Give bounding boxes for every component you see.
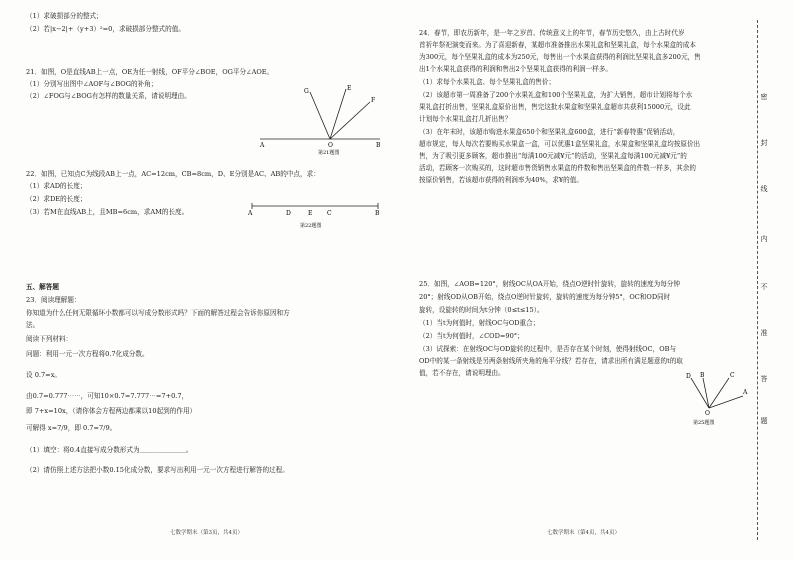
q22-part1: （1）求AD的长度； <box>26 182 87 190</box>
label-d: D <box>686 373 691 380</box>
q23-material: 阅读下列材料： <box>26 335 73 343</box>
q24-part2-1: （2）该超市第一周准备了200个水果礼盒和100个坚果礼盒，为扩大销售，超市计划将每个水 <box>419 91 693 99</box>
q23-let: 设 0.7̇=x。 <box>26 371 62 379</box>
label-o: O <box>705 410 710 417</box>
seal-char: 封 <box>760 139 768 147</box>
label-e: E <box>308 210 313 217</box>
q22-part3: （3）若M在直线AB上，且MB=6cm，求AM的长度。 <box>26 208 189 216</box>
q23-intro-cont: 法。 <box>26 321 40 329</box>
q25-caption: 第25题图 <box>693 420 715 426</box>
q21-part2: （2）∠FOG与∠BOG有怎样的数量关系，请说明理由。 <box>26 92 191 100</box>
q25-stem-3: 旋转，设旋转的时间为t分钟（0≤t≤15）。 <box>419 306 544 314</box>
q22-figure <box>248 196 383 230</box>
label-c: C <box>730 372 735 379</box>
q23-intro: 你知道为什么任何无限循环小数都可以写成分数形式吗？下面的解答过程会告诉你原因和方 <box>26 309 290 317</box>
q23-step3: 可解得 x=7/9，即 0.7̇=7/9。 <box>26 424 117 432</box>
seal-char: 不 <box>760 283 768 291</box>
seal-char: 线 <box>760 185 768 193</box>
q22-stem: 22．如图，已知点C为线段AB上一点，AC=12cm，CB=8cm，D、E分别是AC、AB的中点，求： <box>26 170 320 178</box>
q23-problem: 问题：利用一元一次方程将0.7̇化成分数。 <box>26 350 149 358</box>
seal-char: 内 <box>760 235 768 243</box>
q25-part1: （1）当t为何值时，射线OC与OD重合； <box>419 319 540 327</box>
q24-part3-5: 按原价销售，若该超市获得的利润率为40%，求¥的值。 <box>419 176 583 184</box>
q24-stem-3: 为300元，每个坚果礼盒的成本为250元，每售出一个水果盒获得的利润比坚果礼盒多200元，售 <box>419 53 701 61</box>
label-b: B <box>700 372 705 379</box>
ray-og <box>310 92 330 139</box>
q24-stem-2: 首祈年祭祀演变而来。为了喜迎新春，某超市准备推出水果礼盒和坚果礼盒，每个水果盒的成本 <box>419 41 696 49</box>
label-d: D <box>286 210 291 217</box>
q25-part3-2: OD中的某一条射线是另两条射线所夹角的角平分线？若存在，请求出所有满足题意的t的取 <box>419 357 683 365</box>
label-e: E <box>347 85 352 92</box>
right-footer: 七数学期末（第4页，共4页） <box>547 530 620 536</box>
q25-figure <box>679 370 749 426</box>
q23-part2: （2）请仿照上述方法把小数0.1̇5̇化成分数，要求写出利用一元一次方程进行解答的过程。 <box>26 466 289 474</box>
label-b: B <box>375 210 380 217</box>
q24-part2-2: 果礼盒打折出售，坚果礼盒原价出售，售完这批水果盒和坚果礼盒超市共获利15000元，设此 <box>419 103 691 111</box>
q25-part2: （2）当t为何值时，∠COD=90°； <box>419 332 524 340</box>
label-b: B <box>376 142 381 149</box>
binding-strip <box>752 20 792 540</box>
q25-part3-1: （3）试探索：在射线OC与OD旋转的过程中，是否存在某个时刻，使得射线OC，OB与 <box>419 345 677 353</box>
q21-caption: 第21题图 <box>318 150 340 156</box>
q24-stem-1: 24．春节，即农历新年，是一年之岁首、传统意义上的年节，春节历史悠久，由上古时代岁 <box>419 29 685 37</box>
q23-step2: 即 7+x=10x，（请你体会方程两边都乘以10起到的作用） <box>26 407 197 415</box>
seal-char: 密 <box>760 93 768 101</box>
label-a: A <box>743 389 748 396</box>
q23-stem: 23．阅读理解题： <box>26 296 81 304</box>
q25-stem-2: 20°；射线OD从OB开始，绕点O逆时针旋转，旋转的速度为每分钟5°，OC和OD同时 <box>419 293 671 301</box>
q24-stem-4: 出1个水果礼盒获得的利润和售出2个坚果礼盒获得的利润一样多。 <box>419 65 613 73</box>
q21-figure <box>250 84 390 156</box>
q25-stem-1: 25．如图，∠AOB=120°，射线OC从OA开始，绕点O逆时针旋转，旋转的速度为每分钟 <box>419 280 680 288</box>
q23-step1: 由0.7̇=0.777⋯⋯，可知10×0.7̇=7.777⋯=7+0.7̇， <box>26 392 189 400</box>
label-a: A <box>248 210 253 217</box>
q25-part3-3: 值，若不存在，请说明理由。 <box>419 369 505 377</box>
q21-part1: （1）分别写出图中∠AOF与∠BOG的补角； <box>26 80 158 88</box>
q24-part3-4: 活动，若顾客一次购买的，这时超市售货销售水果盒的件数和售出坚果盒的件数一样多，其余的 <box>419 164 696 172</box>
left-footer: 七数学期末（第3页，共4页） <box>170 530 243 536</box>
q22-caption: 第22题图 <box>300 223 322 229</box>
label-o: O <box>328 142 333 149</box>
q20-part1: （1）求破损部分的整式； <box>26 12 103 20</box>
label-f: F <box>371 97 376 104</box>
q24-part3-2: 超市规定，每人每次若要购买水果盒一盒，可以优惠1盒坚果礼盒，水果盒和坚果礼盒均按原价出 <box>419 140 701 148</box>
q23-part1: （1）填空：将0.4̇直接写成分数形式为＿＿＿＿＿＿＿。 <box>26 446 193 454</box>
q21-stem: 21．如图，O是直线AB上一点，OE为任一射线，OF平分∠BOE，OG平分∠AOE。 <box>26 68 274 76</box>
right-page <box>397 0 794 561</box>
q24-part2-3: 计划每个水果礼盒打几折出售？ <box>419 115 512 123</box>
label-a: A <box>260 142 265 149</box>
label-g: G <box>304 88 309 95</box>
seal-char: 答 <box>760 375 768 383</box>
q24-part3-1: （3）在年末时，该超市购进水果盒650个和坚果礼盒600盒，进行“新春特惠”促销活动， <box>419 128 680 136</box>
ray-oa <box>709 396 743 408</box>
seal-char: 准 <box>760 329 768 337</box>
ray-oc <box>709 378 729 408</box>
q24-part3-3: 售，为了吸引更多顾客，超市推出“每满100元减¥元”的活动，坚果礼盒每满100元减¥元”的 <box>419 152 687 160</box>
q20-part2: （2）若|x−2|+（y+3）²=0，求破损部分整式的值。 <box>26 25 185 33</box>
seal-char: 题 <box>760 417 768 425</box>
section-heading: 五、解答题 <box>26 283 59 291</box>
label-c: C <box>327 210 332 217</box>
seal-line <box>757 20 759 540</box>
q22-part2: （2）求DE的长度； <box>26 195 87 203</box>
q24-part1: （1）求每个水果礼盒、每个坚果礼盒的售价； <box>419 78 556 86</box>
